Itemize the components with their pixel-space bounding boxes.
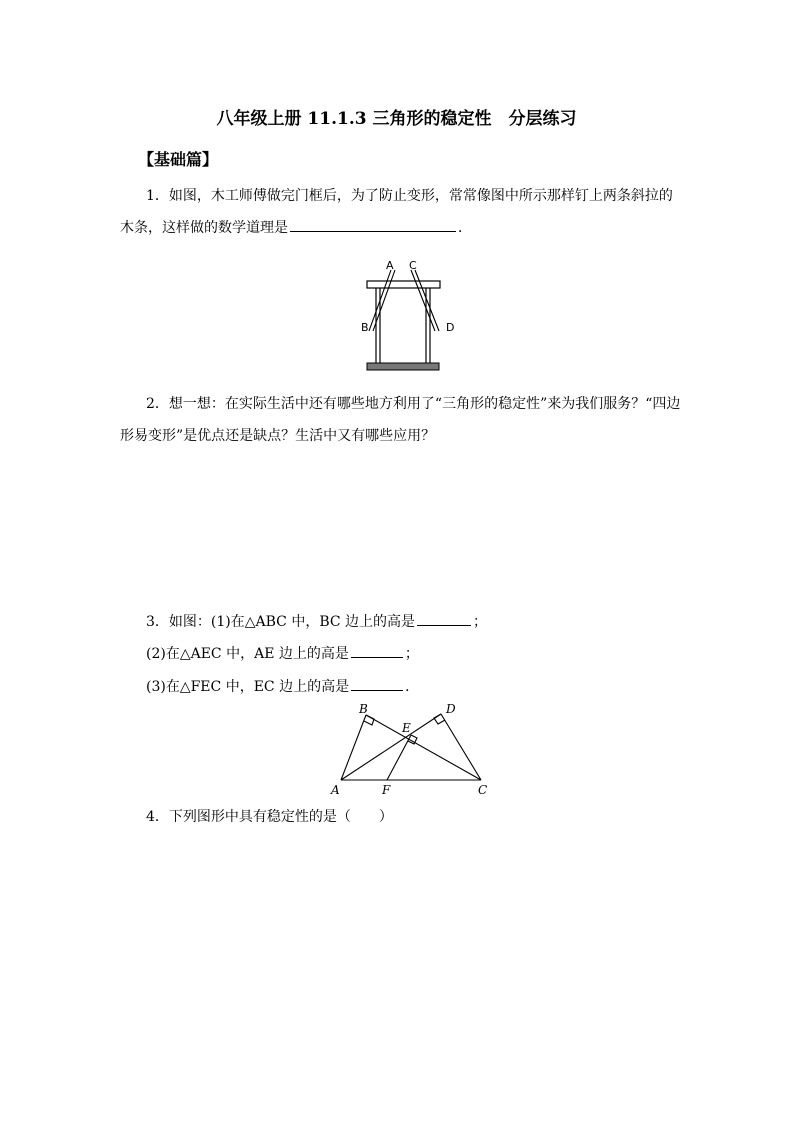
door-label-b: B: [361, 321, 369, 334]
segment-bc: [366, 715, 481, 780]
page-title: 八年级上册 11.1.3 三角形的稳定性 分层练习: [216, 109, 577, 129]
q4-line1: 4．下列图形中具有稳定性的是（ ）: [146, 809, 393, 825]
door-label-c: C: [409, 259, 417, 272]
q3-line3-prefix: (3)在△FEC 中，EC 边上的高是: [146, 679, 350, 695]
q3-line3-suffix: ．: [405, 679, 420, 695]
triangle-figure: [325, 700, 495, 800]
q3-line2: [146, 643, 419, 664]
tri-label-d: D: [446, 702, 456, 716]
q3-answer-blank-2[interactable]: [351, 643, 403, 658]
brace-right: [411, 270, 435, 331]
q1-answer-blank[interactable]: [290, 217, 456, 232]
door-label-d: D: [446, 321, 455, 334]
q3-line1-prefix: 3．如图：(1)在△ABC 中，BC 边上的高是: [146, 614, 416, 630]
segment-ad: [341, 714, 441, 780]
door-frame-figure: [355, 255, 455, 375]
q1-line2-prefix: 木条，这样做的数学道理是: [120, 220, 288, 236]
tri-label-b: B: [359, 702, 368, 716]
q3-line2-prefix: (2)在△AEC 中，AE 边上的高是: [146, 646, 349, 662]
tri-label-a: A: [331, 783, 340, 797]
tri-label-f: F: [382, 783, 391, 797]
door-base: [367, 363, 439, 370]
q1-line1: 1．如图，木工师傅做完门框后，为了防止变形，常常像图中所示那样钉上两条斜拉的: [146, 188, 673, 204]
section-heading: 【基础篇】: [138, 150, 219, 169]
q3-line1: [146, 611, 487, 632]
q2-line1: 2．想一想：在实际生活中还有哪些地方利用了“三角形的稳定性”来为我们服务？“四边: [146, 396, 681, 412]
q3-line3: [146, 676, 419, 697]
segment-dc: [441, 714, 481, 780]
q2-line2: 形易变形”是优点还是缺点？生活中又有哪些应用？: [120, 428, 436, 444]
q3-answer-blank-3[interactable]: [351, 676, 403, 691]
segment-ab: [341, 715, 366, 780]
q3-answer-blank-1[interactable]: [417, 611, 471, 626]
tri-label-c: C: [478, 783, 488, 797]
q1-line2-suffix: ．: [458, 220, 472, 236]
q1-line2: [120, 217, 472, 238]
q3-line2-suffix: ；: [404, 646, 419, 662]
door-label-a: A: [386, 259, 394, 272]
door-top-beam: [367, 281, 440, 288]
q3-line1-suffix: ；: [473, 614, 488, 630]
tri-label-e: E: [402, 721, 411, 735]
